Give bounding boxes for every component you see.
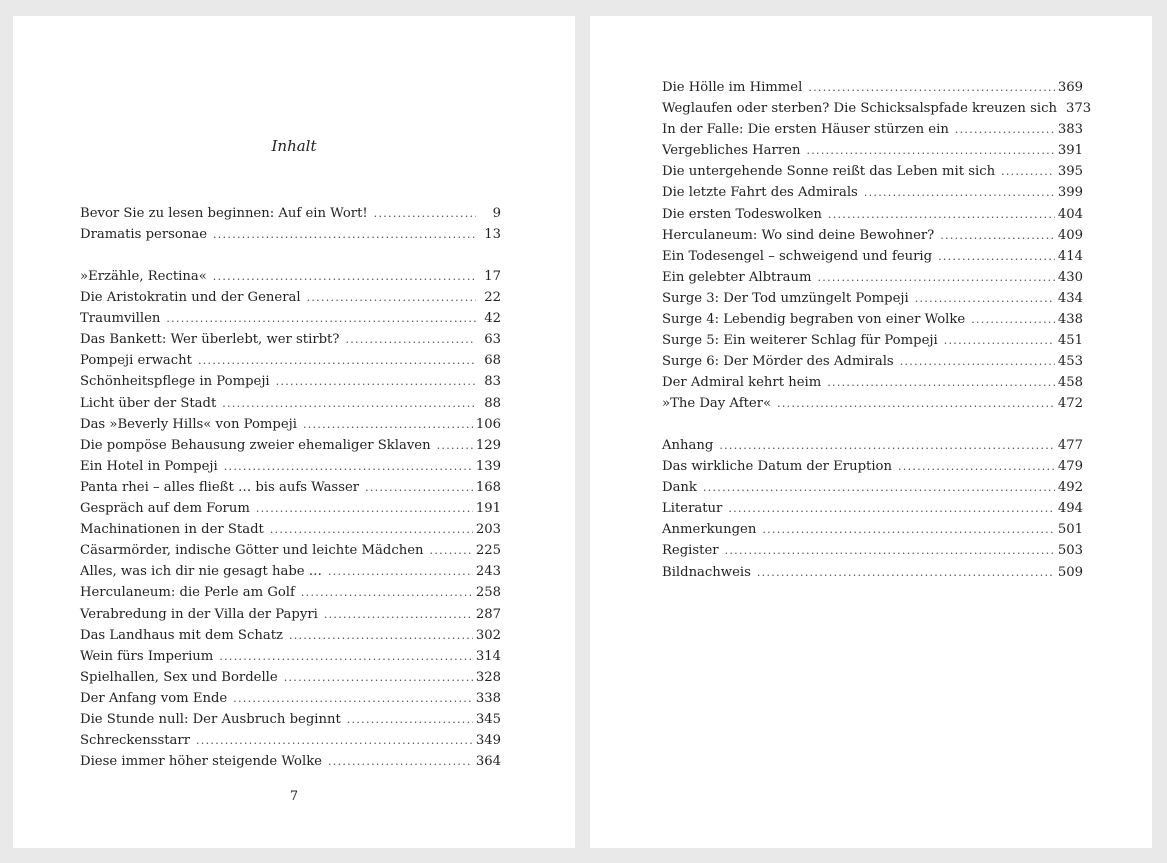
toc-entry [80,540,501,561]
dot-leader [213,266,476,287]
toc-entry [662,309,1083,330]
toc-entry-title: Ein gelebter Albtraum [662,269,812,285]
dot-leader [828,204,1055,225]
toc-entry-page: 492 [1057,480,1083,496]
toc-entry-page: 139 [475,458,501,474]
toc-entry-page: 83 [484,374,501,390]
dot-leader [374,203,476,224]
dot-leader [276,371,476,392]
toc-entry-title: Machinationen in der Stadt [80,522,264,538]
toc-entry-title: Die letzte Fahrt des Admirals [662,185,858,201]
toc-entry-title: Die Stunde null: Der Ausbruch beginnt [80,711,341,727]
dot-leader [971,309,1055,330]
toc-entry-page: 453 [1057,354,1083,370]
toc-entry [80,435,501,456]
toc-entry [662,330,1083,351]
toc-entry-page: 472 [1057,396,1083,412]
toc-entry [80,498,501,519]
toc-entry-title: Der Anfang vom Ende [80,690,228,706]
toc-entry [80,350,501,371]
toc-list-front-matter [80,203,501,245]
toc-entry [662,372,1083,393]
toc-entry [662,246,1083,267]
toc-entry-page: 22 [484,290,501,306]
toc-entry-title: Ein Todesengel – schweigend und feurig [662,248,933,264]
toc-entry-title: Dank [662,480,697,496]
toc-entry-page: 364 [475,754,501,770]
dot-leader [808,77,1055,98]
toc-entry [662,435,1083,456]
dot-leader [365,477,473,498]
dot-leader [233,688,473,709]
dot-leader [303,414,473,435]
toc-entry-title: Spielhallen, Sex und Bordelle [80,669,278,685]
toc-entry-page: 383 [1057,122,1083,138]
dot-leader [328,561,473,582]
dot-leader [307,287,476,308]
toc-list-chapters [80,266,501,772]
toc-entry-page: 17 [484,269,501,284]
toc-entry [662,204,1083,225]
toc-entry-page: 302 [475,627,501,643]
dot-leader [198,350,476,371]
toc-entry [662,477,1083,498]
toc-entry [662,161,1083,182]
toc-entry-page: 203 [475,522,501,538]
toc-entry [662,77,1083,98]
toc-entry-page: 168 [475,479,501,495]
dot-leader [898,456,1055,477]
toc-entry-title: Panta rhei – alles fließt … bis aufs Wasser [80,479,360,495]
toc-entry [80,224,501,245]
toc-entry-title: Traumvillen [80,311,161,327]
toc-entry-title: Die pompöse Behausung zweier ehemaliger Sklaven [80,437,431,453]
toc-entry [80,688,501,709]
toc-entry-page: 434 [1057,290,1083,306]
toc-entry-page: 328 [475,669,501,685]
toc-entry-title: Dramatis personae [80,227,208,243]
toc-entry-title: »The Day After« [662,396,772,412]
dot-leader [915,288,1055,309]
toc-entry-page: 409 [1057,227,1083,243]
toc-entry-page: 509 [1057,564,1083,580]
dot-leader [703,477,1055,498]
toc-entry [662,288,1083,309]
dot-leader [938,246,1055,267]
dot-leader [777,393,1055,414]
toc-entry [662,498,1083,519]
page-number: 7 [289,789,299,804]
dot-leader [166,308,476,329]
toc-entry-title: Wein fürs Imperium [80,648,214,664]
toc-entry [662,225,1083,246]
toc-entry [80,519,501,540]
toc-entry-title: »Erzähle, Rectina« [80,269,207,284]
toc-list-chapters-continued [662,77,1092,415]
toc-entry [662,119,1083,140]
dot-leader [284,667,473,688]
toc-entry-title: Schreckensstarr [80,733,191,749]
toc-entry-title: Herculaneum: Wo sind deine Bewohner? [662,227,935,243]
toc-entry-page: 345 [475,711,501,727]
toc-entry [80,203,501,224]
toc-entry-page: 477 [1057,438,1083,453]
toc-entry [80,414,501,435]
toc-entry [662,519,1083,540]
toc-entry-title: Der Admiral kehrt heim [662,375,822,391]
dot-leader [289,625,473,646]
toc-entry [80,646,501,667]
dot-leader [719,435,1055,456]
toc-entry-page: 314 [475,648,501,664]
toc-entry [80,287,501,308]
dot-leader [437,435,473,456]
toc-entry [80,751,501,772]
dot-leader [196,730,473,751]
dot-leader [864,182,1055,203]
toc-entry [80,308,501,329]
toc-entry-title: Herculaneum: die Perle am Golf [80,585,295,601]
dot-leader [270,519,473,540]
toc-entry-page: 395 [1057,164,1083,180]
dot-leader [222,393,476,414]
dot-leader [806,140,1054,161]
toc-entry-page: 369 [1057,80,1083,95]
dot-leader [818,267,1055,288]
toc-entry [80,604,501,625]
toc-entry-page: 399 [1057,185,1083,201]
toc-heading: Inhalt [271,137,317,155]
toc-entry-title: Die ersten Todeswolken [662,206,822,222]
dot-leader [900,351,1055,372]
dot-leader [955,119,1055,140]
toc-entry-title: Die Aristokratin und der General [80,290,301,306]
toc-entry [662,140,1083,161]
toc-entry-title: Anmerkungen [662,522,757,538]
toc-entry-page: 13 [484,227,501,243]
toc-entry-title: Das »Beverly Hills« von Pompeji [80,416,297,432]
toc-entry-page: 479 [1057,459,1083,475]
toc-entry [80,456,501,477]
toc-entry-title: Bildnachweis [662,564,751,580]
toc-entry [80,393,501,414]
toc-entry-title: Das wirkliche Datum der Eruption [662,459,892,475]
toc-entry-page: 458 [1057,375,1083,391]
toc-entry-title: Das Landhaus mit dem Schatz [80,627,283,643]
dot-leader [301,582,473,603]
toc-entry [80,667,501,688]
toc-entry [662,393,1083,414]
toc-entry-title: Surge 6: Der Mörder des Admirals [662,354,894,370]
toc-entry-page: 88 [484,395,501,411]
toc-entry-page: 287 [475,606,501,622]
toc-entry-page: 9 [492,206,501,221]
toc-entry-page: 349 [475,733,501,749]
toc-entry [662,562,1083,583]
toc-entry-page: 68 [484,353,501,369]
toc-entry [662,182,1083,203]
dot-leader [1001,161,1055,182]
right-page [590,16,1152,848]
dot-leader [728,498,1054,519]
toc-entry-title: Weglaufen oder sterben? Die Schicksalspfade kreuzen sich [662,101,1057,117]
toc-entry [80,625,501,646]
toc-entry [662,98,1092,119]
toc-entry [80,582,501,603]
toc-list-appendix [662,435,1083,583]
toc-entry [80,709,501,730]
toc-entry-title: Register [662,543,719,559]
toc-entry-title: Verabredung in der Villa der Papyri [80,606,318,622]
toc-entry [662,267,1083,288]
toc-entry-title: Bevor Sie zu lesen beginnen: Auf ein Wort! [80,206,368,221]
toc-entry [662,456,1083,477]
toc-entry-page: 414 [1057,248,1083,264]
dot-leader [347,709,473,730]
toc-entry-title: Die untergehende Sonne reißt das Leben mit sich [662,164,996,180]
toc-entry-page: 63 [484,332,501,348]
toc-entry-page: 338 [475,690,501,706]
toc-entry [80,329,501,350]
dot-leader [345,329,476,350]
toc-entry-page: 225 [475,543,501,559]
toc-entry-title: In der Falle: Die ersten Häuser stürzen ein [662,122,949,138]
toc-entry-page: 391 [1057,143,1083,159]
dot-leader [219,646,473,667]
toc-entry-title: Alles, was ich dir nie gesagt habe … [80,564,322,580]
toc-entry-title: Gespräch auf dem Forum [80,501,250,517]
toc-entry [662,540,1083,561]
dot-leader [224,456,473,477]
toc-entry-title: Ein Hotel in Pompeji [80,458,218,474]
dot-leader [324,604,473,625]
toc-entry-title: Pompeji erwacht [80,353,192,369]
toc-entry-page: 191 [475,501,501,517]
dot-leader [430,540,473,561]
toc-entry-title: Diese immer höher steigende Wolke [80,754,322,770]
toc-entry-page: 430 [1057,269,1083,285]
toc-entry-page: 501 [1057,522,1083,538]
toc-entry-page: 373 [1065,101,1092,117]
toc-entry-title: Cäsarmörder, indische Götter und leichte Mädchen [80,543,424,559]
toc-entry-title: Die Hölle im Himmel [662,80,803,95]
toc-entry-page: 438 [1057,312,1083,328]
toc-entry [80,266,501,287]
toc-entry-title: Schönheitspflege in Pompeji [80,374,270,390]
toc-entry-title: Literatur [662,501,723,517]
toc-entry-title: Anhang [662,438,714,453]
toc-entry [80,371,501,392]
dot-leader [757,562,1055,583]
toc-entry-title: Das Bankett: Wer überlebt, wer stirbt? [80,332,340,348]
toc-entry-page: 129 [475,437,501,453]
dot-leader [940,225,1055,246]
toc-entry [662,351,1083,372]
toc-entry [80,730,501,751]
toc-entry-page: 42 [484,311,501,327]
toc-entry [80,561,501,582]
toc-entry-title: Licht über der Stadt [80,395,217,411]
toc-entry-page: 494 [1057,501,1083,517]
left-page [13,16,575,848]
toc-entry-page: 243 [475,564,501,580]
toc-entry-title: Surge 5: Ein weiterer Schlag für Pompeji [662,333,938,349]
toc-entry-page: 404 [1057,206,1083,222]
toc-entry [80,477,501,498]
dot-leader [944,330,1055,351]
dot-leader [328,751,473,772]
dot-leader [725,540,1055,561]
toc-entry-page: 451 [1057,333,1083,349]
dot-leader [213,224,476,245]
toc-entry-title: Vergebliches Harren [662,143,801,159]
toc-entry-page: 503 [1057,543,1083,559]
dot-leader [827,372,1055,393]
toc-entry-page: 258 [475,585,501,601]
dot-leader [256,498,473,519]
dot-leader [762,519,1054,540]
toc-entry-page: 106 [475,416,501,432]
toc-entry-title: Surge 4: Lebendig begraben von einer Wolke [662,312,966,328]
toc-entry-title: Surge 3: Der Tod umzüngelt Pompeji [662,290,909,306]
